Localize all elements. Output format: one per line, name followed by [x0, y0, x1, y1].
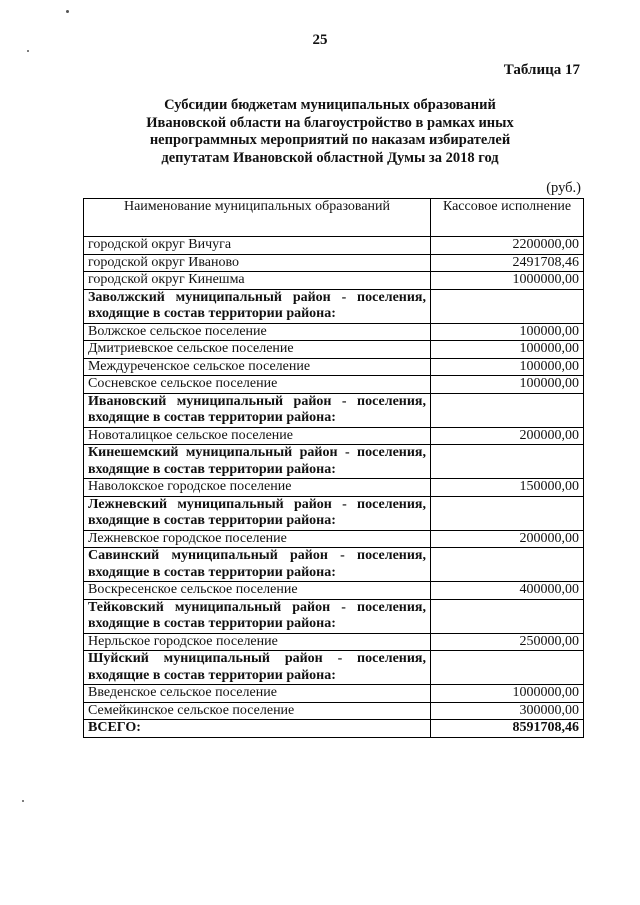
- total-row: [84, 720, 584, 738]
- table-row: [84, 237, 584, 255]
- scan-speck: [66, 10, 69, 13]
- title-line: непрограммных мероприятий по наказам избирателей: [149, 132, 511, 148]
- settlement-name: Междуреченское сельское поселение: [84, 358, 431, 376]
- table-row: [84, 427, 584, 445]
- district-row: [84, 289, 584, 323]
- amount-cell: 1000000,00: [431, 685, 584, 703]
- subsidies-table: [83, 198, 584, 738]
- amount-cell: 200000,00: [431, 427, 584, 445]
- table-row: [84, 358, 584, 376]
- amount-cell: [431, 651, 584, 685]
- amount-cell: 100000,00: [431, 358, 584, 376]
- table-label: Таблица 17: [503, 62, 580, 78]
- district-name: Шуйский муниципальный район - поселения, входящие в состав территории района:: [84, 651, 431, 685]
- table-row: [84, 530, 584, 548]
- settlement-name: Воскресенское сельское поселение: [84, 582, 431, 600]
- settlement-name: Сосневское сельское поселение: [84, 376, 431, 394]
- settlement-name: Новоталицкое сельское поселение: [84, 427, 431, 445]
- district-row: [84, 445, 584, 479]
- page-number: 25: [312, 32, 328, 48]
- table-row: [84, 582, 584, 600]
- amount-cell: 300000,00: [431, 702, 584, 720]
- total-label: ВСЕГО:: [84, 720, 431, 738]
- district-name: Савинский муниципальный район - поселения, входящие в состав территории района:: [84, 548, 431, 582]
- table-row: [84, 376, 584, 394]
- scan-speck: [27, 50, 29, 52]
- amount-cell: 1000000,00: [431, 272, 584, 290]
- settlement-name: городской округ Вичуга: [84, 237, 431, 255]
- settlement-name: Дмитриевское сельское поселение: [84, 341, 431, 359]
- district-name: Заволжский муниципальный район - поселения, входящие в состав территории района:: [84, 289, 431, 323]
- amount-cell: 100000,00: [431, 341, 584, 359]
- settlement-name: городской округ Иваново: [84, 254, 431, 272]
- scan-speck: [22, 800, 24, 802]
- settlement-name: Нерльское городское поселение: [84, 633, 431, 651]
- settlement-name: Наволокское городское поселение: [84, 479, 431, 497]
- amount-cell: 100000,00: [431, 376, 584, 394]
- table-row: [84, 323, 584, 341]
- total-amount: 8591708,46: [431, 720, 584, 738]
- settlement-name: Лежневское городское поселение: [84, 530, 431, 548]
- amount-cell: 150000,00: [431, 479, 584, 497]
- title-line: депутатам Ивановской областной Думы за 2018 год: [161, 149, 499, 166]
- table-row: [84, 479, 584, 497]
- title-line: Ивановской области на благоустройство в рамках иных: [146, 114, 514, 131]
- table-row: [84, 341, 584, 359]
- amount-cell: 250000,00: [431, 633, 584, 651]
- document-title: [110, 97, 550, 167]
- district-name: Лежневский муниципальный район - поселения, входящие в состав территории района:: [84, 496, 431, 530]
- district-row: [84, 651, 584, 685]
- district-row: [84, 599, 584, 633]
- table-row: [84, 702, 584, 720]
- amount-cell: [431, 289, 584, 323]
- district-name: Тейковский муниципальный район - поселения, входящие в состав территории района:: [84, 599, 431, 633]
- title-line: Субсидии бюджетам муниципальных образований: [164, 97, 496, 113]
- settlement-name: Волжское сельское поселение: [84, 323, 431, 341]
- district-row: [84, 496, 584, 530]
- amount-cell: 100000,00: [431, 323, 584, 341]
- column-header-name: Наименование муниципальных образований: [84, 199, 431, 237]
- table-header-row: [84, 199, 584, 237]
- district-row: [84, 393, 584, 427]
- table-row: [84, 254, 584, 272]
- table-row: [84, 685, 584, 703]
- settlement-name: Введенское сельское поселение: [84, 685, 431, 703]
- amount-cell: 200000,00: [431, 530, 584, 548]
- table-row: [84, 272, 584, 290]
- amount-cell: [431, 548, 584, 582]
- amount-cell: [431, 496, 584, 530]
- settlement-name: Семейкинское сельское поселение: [84, 702, 431, 720]
- unit-label: (руб.): [546, 180, 581, 196]
- district-row: [84, 548, 584, 582]
- amount-cell: 2200000,00: [431, 237, 584, 255]
- district-name: Ивановский муниципальный район - поселения, входящие в состав территории района:: [84, 393, 431, 427]
- amount-cell: 2491708,46: [431, 254, 584, 272]
- amount-cell: [431, 393, 584, 427]
- amount-cell: 400000,00: [431, 582, 584, 600]
- amount-cell: [431, 445, 584, 479]
- table-row: [84, 633, 584, 651]
- settlement-name: городской округ Кинешма: [84, 272, 431, 290]
- column-header-amount: Кассовое исполнение: [431, 199, 584, 237]
- table-body: [84, 237, 584, 738]
- district-name: Кинешемский муниципальный район - поселения, входящие в состав территории района:: [84, 445, 431, 479]
- amount-cell: [431, 599, 584, 633]
